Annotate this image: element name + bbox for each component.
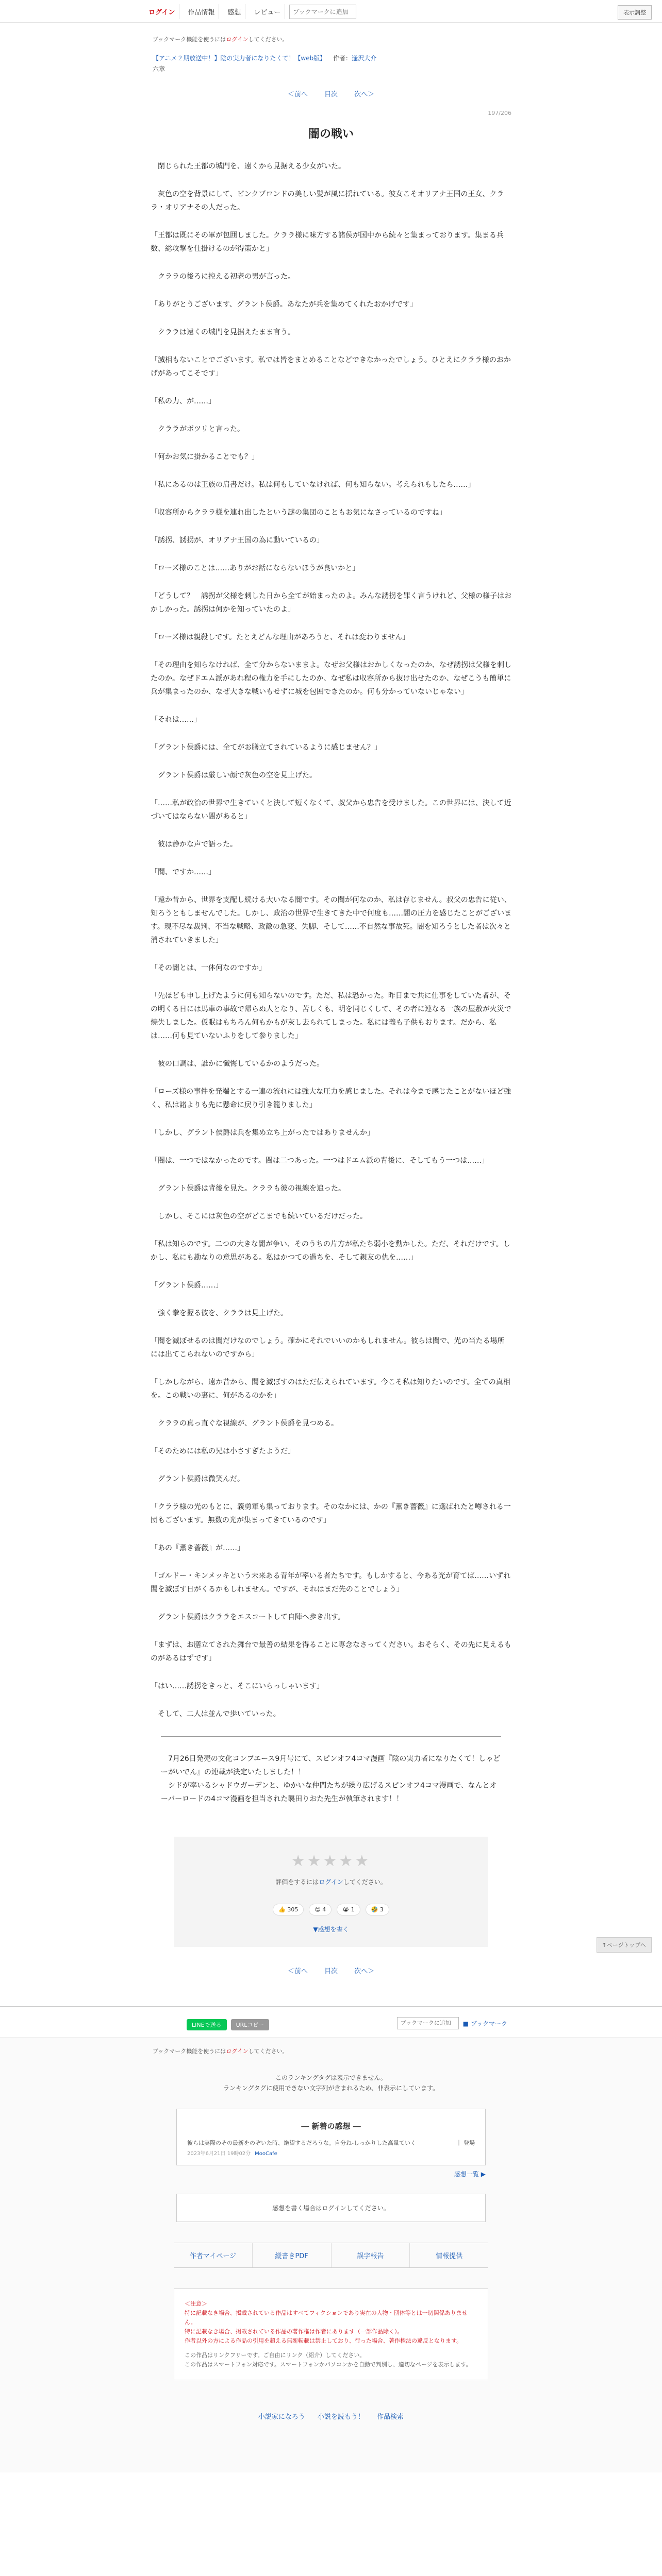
novel-paragraph: クララがポツリと言った。 (151, 425, 244, 433)
novel-paragraph: 「そのためには私の兄は小さすぎたようだ」 (151, 1447, 295, 1455)
novel-paragraph: 「先ほども申し上げたように何も知らないのです。ただ、私は恐かった。昨日まで共に仕事をしていた者が、その明くる日には馬車の事故で帰らぬ人となり、苦しくも、明を同じくして、その者に連なる一族の屋敷が火災で焼失しました。仮眠はもちろん何もかもが灰し去られてしまった。私には義も子供もおります。だから、私は……何も見ていないふりをして参りました」 (151, 992, 511, 1040)
novel-paragraph: 「……私が政治の世界で生きていくと決して短くなくて、叔父から忠告を受けました。この世界には、決して近づいてはならない闇があると」 (151, 799, 511, 821)
vertical-pdf-link[interactable]: 縦書きPDF (253, 2243, 332, 2267)
prev-link-bottom[interactable]: ＜前へ (287, 1968, 308, 1975)
novel-paragraph: そして、二人は並んで歩いていった。 (151, 1710, 280, 1718)
login-button[interactable]: ログイン (144, 4, 179, 19)
bottom-pager (0, 1965, 662, 1975)
novel-paragraph: グラント侯爵は厳しい顔で灰色の空を見上げた。 (151, 771, 317, 779)
novel-paragraph: 「しかし、グラント侯爵は兵を集め立ち上がったではありませんか」 (151, 1129, 374, 1137)
novel-paragraph: 「それは……」 (151, 716, 201, 724)
review-meta: 2023年6月21日 19時02分 MooCafe (187, 2151, 277, 2157)
rating-note: 評価をするにはログインしてください。 (275, 1878, 387, 1886)
novel-paragraph: 「どうして？ 誘拐が父様を刺した日から全てが始まったのよ。みんな誘拐を罪く言うけれど、父様の様子はおかしかった。誘拐は何かを知っていたのよ」 (151, 592, 511, 614)
caution-box: ＜注意＞ 特に記載なき場合、掲載されている作品はすべてフィクションであり実在の人物・団体等とは一切関係ありません。 特に記載なき場合、掲載されている作品の著作権は作者にあります（一部作品除く）。 作者以外の方による作品の引用を超える無断転載は禁止しており、行った場合、著作権法の違反となります。 この作品はリンクフリーです。ご自由にリンク（紹介）してください。 この作品はスマートフォン対応です。スマートフォンかパソコンかを自動で判別し、適切なページを表示します。 (174, 2289, 488, 2380)
novel-paragraph: グラント侯爵はクララをエスコートして自陣へ歩き出す。 (151, 1613, 345, 1621)
novel-paragraph: 「滅相もないことでございます。私では皆をまとめることなどできなかったでしょう。ひとえにクララ様のおかげがあってこそです」 (151, 356, 511, 378)
new-review-box (176, 2109, 486, 2165)
novel-body (151, 160, 511, 1721)
reaction-bar (174, 1904, 488, 1916)
page-top-button[interactable]: ↑ページトップへ (597, 1937, 652, 1953)
novel-paragraph: 「ローズ様のことは……ありがお話にならないほうが良いかと」 (151, 564, 360, 572)
site-link-narou[interactable]: 小説家になろう (258, 2413, 305, 2421)
write-impression-link[interactable]: ▼感想を書く (313, 1926, 349, 1933)
info-provide-link[interactable]: 情報提供 (436, 2252, 463, 2260)
index-link[interactable]: 目次 (324, 91, 338, 98)
index-link-bottom[interactable]: 目次 (324, 1968, 338, 1975)
novel-paragraph: 「あの『薫き薔薇』が……」 (151, 1544, 244, 1552)
login-link[interactable]: ログイン (226, 36, 249, 43)
nav-work-info[interactable]: 作品情報 (184, 4, 219, 19)
share-bar (0, 2006, 662, 2037)
novel-paragraph: 「闇は、一つではなかったのです。闇は二つあった。一つはドエム派の背後に、そしてもう一つは……」 (151, 1157, 489, 1165)
novel-paragraph: 「闇、ですか……」 (151, 868, 216, 876)
display-settings-button[interactable]: 表示調整 (618, 5, 652, 20)
header-nav (144, 4, 356, 19)
reaction-laugh[interactable]: 🤣 3 (366, 1904, 389, 1916)
author-mypage-link[interactable]: 作者マイページ (174, 2243, 253, 2267)
bookmark-add-input[interactable] (397, 2017, 459, 2029)
rating-login-link[interactable]: ログイン (319, 1878, 343, 1886)
write-review-box: 感想を書く場合はログインしてください。 (176, 2194, 486, 2222)
novel-paragraph: しかし、そこには灰色の空がどこまでも続いているだけだった。 (151, 1212, 367, 1221)
novel-paragraph: クララの真っ直ぐな視線が、グラント侯爵を見つめる。 (151, 1419, 338, 1428)
site-header (0, 0, 662, 23)
novel-paragraph: クララは遠くの城門を見据えたまま言う。 (151, 328, 295, 336)
afterword (161, 1752, 501, 1806)
novel-paragraph: 閉じられた王都の城門を、遠くから見据える少女がいた。 (151, 162, 345, 171)
rating-stars[interactable]: ★★★★★ (291, 1852, 371, 1870)
share-buttons (187, 2019, 269, 2030)
next-link[interactable]: 次へ＞ (354, 91, 375, 98)
novel-paragraph: グラント侯爵は背後を見た。クララも彼の視線を追った。 (151, 1184, 345, 1193)
line-share-button[interactable]: LINEで送る (187, 2019, 227, 2030)
novel-paragraph: 「収容所からクララ様を連れ出したという謎の集団のこともお気になさっているのですね」 (151, 509, 446, 517)
series-title-link[interactable]: 【アニメ２期放送中！】陰の実力者になりたくて！【web版】 (153, 55, 326, 62)
author-label: 作者： (333, 55, 352, 62)
novel-paragraph: クララの後ろに控える初老の男が言った。 (151, 273, 295, 281)
novel-paragraph: 「誘拐、誘拐が、オリアナ王国の為に動いているの」 (151, 536, 324, 545)
novel-paragraph: 「その理由を知らなければ、全て分からないままよ。なぜお父様はおかしくなったのか、なぜ誘拐は父様を刺したのか。なぜドエム派があれ程の権力を手にしたのか、なぜ私は収容所から抜け出せたのか、なぜこうも簡単に兵が集まったのか、なぜ大きな戦いもせずに城を包囲できたのか。何も分かっていないじゃない」 (151, 661, 511, 696)
novel-main (151, 110, 511, 1721)
site-link-yomou[interactable]: 小説を読もう！ (317, 2413, 365, 2421)
novel-paragraph: 「はい……誘拐をきっと、そこにいらっしゃいます」 (151, 1682, 324, 1690)
novel-paragraph: グラント侯爵は微笑んだ。 (151, 1475, 244, 1483)
work-link-row (174, 2243, 488, 2268)
novel-paragraph: 「ローズ様の事件を発端とする一連の流れには強大な圧力を感じました。それは今まで感じたことがないほど強く、私は諸よりも先に懸命に戻り引き籠りました」 (151, 1088, 511, 1109)
novel-paragraph: 「遠か昔から、世界を支配し続ける大いなる闇です。その闇が何なのか、私は存じません。叔父の忠告に従い、知ろうともしませんでした。しかし、政治の世界で生きてきた中で何度も……闇の圧力を感じたことがございます。現不尽な裁判、不当な戦略、政敵の急変、失脚、そして……不自然な事故死。闇を知ろうとした者は次々と消されていきました」 (151, 896, 511, 944)
site-link-search[interactable]: 作品検索 (377, 2413, 404, 2421)
next-link-bottom[interactable]: 次へ＞ (354, 1968, 375, 1975)
novel-paragraph: 「私にあるのは王族の肩書だけ。私は何もしていなければ、何も知らない。考えられもしたら……」 (151, 481, 475, 489)
page-count: 197/206 (488, 110, 511, 116)
novel-paragraph: 「その闇とは、一体何なのですか」 (151, 964, 266, 972)
chapter-title: 闇の戦い (308, 128, 354, 141)
afterword-line: 7月26日発売の文化コンプエース9月号にて、スピンオフ4コマ漫画『陰の実力者になりたくて！しゃどーがいでん』の連載が決定いたしました！！ (161, 1755, 501, 1776)
novel-paragraph: 彼の口調は、誰かに懺悔しているかのようだった。 (151, 1060, 324, 1068)
novel-paragraph: 「私の力、が……」 (151, 397, 216, 405)
novel-paragraph: 「私は知らのです。二つの大きな闇が争い、そのうちの片方が私たち弱小を動かした。ただ、それだけです。しかし、私にも勘なりの意思がある。私はかつての過ちを、そして親友の仇を……」 (151, 1240, 510, 1262)
novel-paragraph: 「ありがとうございます、グラント侯爵。あなたが兵を集めてくれたおかげです」 (151, 300, 417, 309)
novel-paragraph: 灰色の空を背景にして、ピンクブロンドの美しい髪が風に揺れている。彼女こそオリアナ王国の王女、クララ・オリアナその人だった。 (151, 190, 504, 212)
nav-reviews[interactable]: レビュー (250, 4, 285, 19)
novel-paragraph: 「まずは、お膳立てされた舞台で最善の結果を得ることに専念なさってください。おそらく、その先に見えるものがあるはずです」 (151, 1641, 511, 1663)
series-info (153, 54, 662, 62)
review-text: 彼らは実際のその最新をのぞいた時、絶望するだろうな。自分ね-しっかりした高量ていく ｜ 登場 (187, 2140, 475, 2146)
novel-paragraph: 彼は静かな声で語った。 (151, 840, 237, 849)
footer-zone (0, 2037, 662, 2472)
site-links (0, 2411, 662, 2421)
chapter-group: 六章 (153, 65, 166, 73)
nav-impressions[interactable]: 感想 (223, 4, 245, 19)
novel-paragraph: 強く拳を握る彼を、クララは見上げた。 (151, 1309, 288, 1317)
reaction-like[interactable]: 👍 305 (273, 1904, 304, 1916)
novel-paragraph: 「ローズ様は親殺しです。たとえどんな理由があろうと、それは変わりません」 (151, 633, 410, 641)
novel-paragraph: 「グラント侯爵……」 (151, 1281, 223, 1290)
author-link[interactable]: 逢沢大介 (352, 55, 377, 62)
review-list-link[interactable]: 感想一覧 ▶ (454, 2171, 486, 2178)
typo-report-link[interactable]: 誤字報告 (332, 2243, 410, 2267)
top-pager (0, 89, 662, 98)
bookmark-notice: ブックマーク機能を使うにはログインしてください。 (153, 36, 288, 43)
bookmark-notice-bottom: ブックマーク機能を使うにはログインしてください。 (153, 2048, 288, 2055)
reaction-cry[interactable]: 😭 1 (337, 1904, 360, 1916)
ranking-note: このランキングタグは表示できません。 ランキングタグに使用できない文字列が含まれるため、非表示にしています。 (223, 2074, 439, 2092)
afterword-divider (161, 1736, 501, 1737)
reaction-smile[interactable]: 😊 4 (309, 1904, 332, 1916)
bookmark-controls (397, 2017, 507, 2029)
novel-paragraph: 「クララ様の光のもとに、義勇軍も集っております。そのなかには、かの『薫き薔薇』に選ばれたと噂される一団もございます。無数の光が集まってきているのです」 (151, 1503, 511, 1524)
afterword-line: シドが率いるシャドウガーデンと、ゆかいな仲間たちが繰り広げるスピンオフ4コマ漫画で、なんとオーバーロードの4コマ漫画を担当された襲田りおた先生が執筆されます！！ (161, 1782, 497, 1803)
novel-paragraph: 「闇を滅ぼせるのは闇だけなのでしょう。確かにそれでいいのかもしれません。彼らは闇で、光の当たる場所には出てこられないのですから」 (151, 1337, 505, 1359)
review-author-link[interactable]: MooCafe (255, 2151, 277, 2157)
bookmark-button[interactable]: ■ ブックマーク (462, 2020, 507, 2027)
review-tag: ｜ 登場 (456, 2140, 475, 2146)
bookmark-search-input[interactable] (289, 5, 356, 19)
prev-link[interactable]: ＜前へ (287, 91, 308, 98)
url-copy-button[interactable]: URLコピー (231, 2019, 269, 2030)
novel-paragraph: 「ゴルドー・キンメッキという未来ある青年が率いる者たちです。もしかすると、今ある光が育てば……いずれ闇を滅ぼす日がくるかもしれません。ですが、それはまだ先のことでしょう」 (151, 1572, 511, 1594)
novel-paragraph: 「グラント侯爵には、全てがお膳立てされているように感じません？」 (151, 743, 382, 752)
novel-paragraph: 「何かお気に掛かることでも？」 (151, 453, 259, 461)
review-title: ― 新着の感想 ― (301, 2122, 361, 2131)
rating-box (174, 1837, 488, 1947)
login-link-bottom[interactable]: ログイン (226, 2048, 249, 2055)
novel-paragraph: 「王都は既にその軍が包囲しました。クララ様に味方する諸侯が国中から続々と集まっております。集まる兵数、総攻撃を仕掛けるのが得策かと」 (151, 231, 504, 253)
novel-paragraph: 「しかしながら、遠か昔から、闇を滅ぼすのはただ伝えられています。今こそ私は知りたいのです。全ての真相を。この戦いの裏に、何があるのかを」 (151, 1378, 510, 1400)
